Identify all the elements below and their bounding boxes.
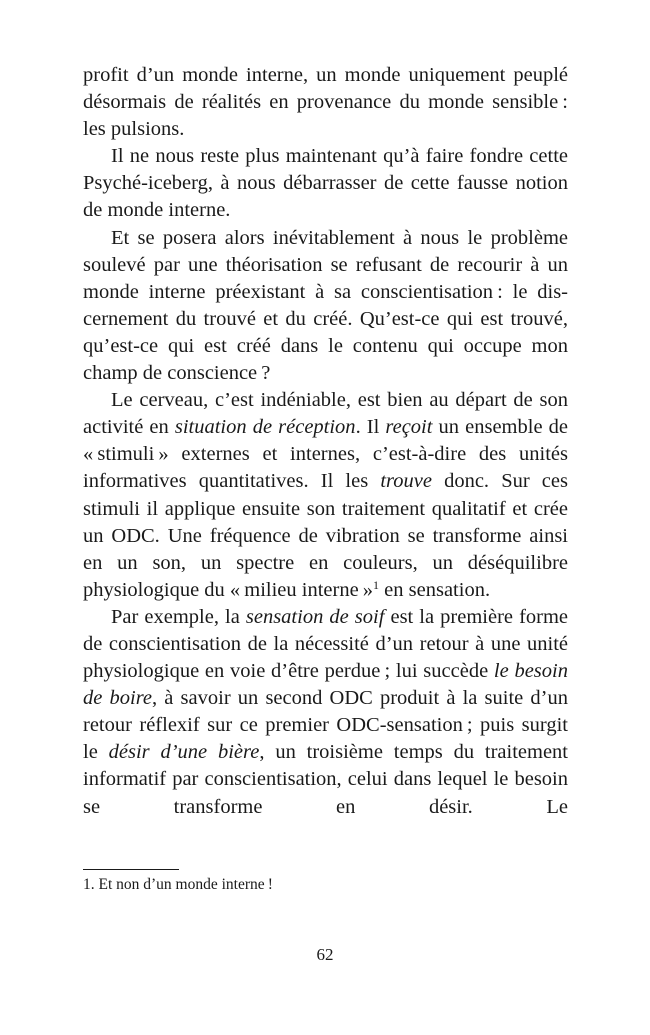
paragraph: [83, 62, 568, 143]
text-run: Il ne nous reste plus maintenant qu’à faire fondre cette Psyché-iceberg, à nous débarrasser de cette fausse notion de monde interne.: [83, 145, 568, 222]
text-run: donc. Sur ces stimuli il applique ensuite son traitement qualitatif et crée un ODC. Une fréquence de vibration se transforme ainsi en un son, un spectre en couleurs, un déséquilibre physiologique du « milieu interne »: [83, 470, 568, 601]
italic-text: désir d’une bière: [108, 741, 260, 764]
italic-text: trouve: [380, 470, 432, 493]
paragraph: [83, 143, 568, 224]
footnote: 1. Et non d’un monde interne !: [83, 876, 273, 893]
page-number: 62: [316, 945, 334, 964]
text-run: Et se posera alors inévitablement à nous le problème soulevé par une théorisation se refusant de recourir à un monde interne préexistant à sa conscientisation : le discernement du trouvé et du créé. Qu’est-ce qui est trouvé, qu’est-ce qui est créé dans le contenu qui occupe mon champ de conscience ?: [83, 226, 568, 385]
paragraph: [83, 604, 568, 821]
body-text: [83, 62, 568, 821]
italic-text: situation de réception: [174, 416, 356, 439]
footnote-rule: [83, 869, 179, 870]
text-run: est la première forme de conscientisation de la nécessité d’un retour à une unité physiologique en voie d’être perdue ; lui succède: [83, 605, 569, 683]
text-run: . Il: [355, 416, 386, 439]
paragraph: [83, 387, 568, 604]
paragraph: [83, 225, 568, 388]
text-run: , un troisième temps du traitement informatif par conscientisation, celui dans lequel le besoin se transforme en désir. Le: [83, 741, 569, 818]
italic-text: le besoin de boire: [83, 660, 568, 710]
text-run: Par exemple, la: [111, 605, 246, 628]
footnote-marker: 1: [373, 577, 380, 592]
text-run: en sensation.: [379, 578, 491, 601]
italic-text: reçoit: [385, 416, 433, 439]
text-run: un ensemble de « stimuli » externes et internes, c’est-à-​dire des unités informatives quantitatives. Il les: [83, 416, 568, 493]
text-run: , à savoir un second ODC produit à la suite d’un retour réflexif sur ce premier ODC-​sensation ; puis surgit le: [83, 687, 568, 764]
text-run: Le cerveau, c’est indéniable, est bien au départ de son activité en: [83, 389, 568, 439]
italic-text: sensation de soif: [245, 605, 385, 628]
text-run: profit d’un monde interne, un monde uniquement peuplé désormais de réalités en provenance du monde sensible : les pulsions.: [83, 64, 568, 141]
